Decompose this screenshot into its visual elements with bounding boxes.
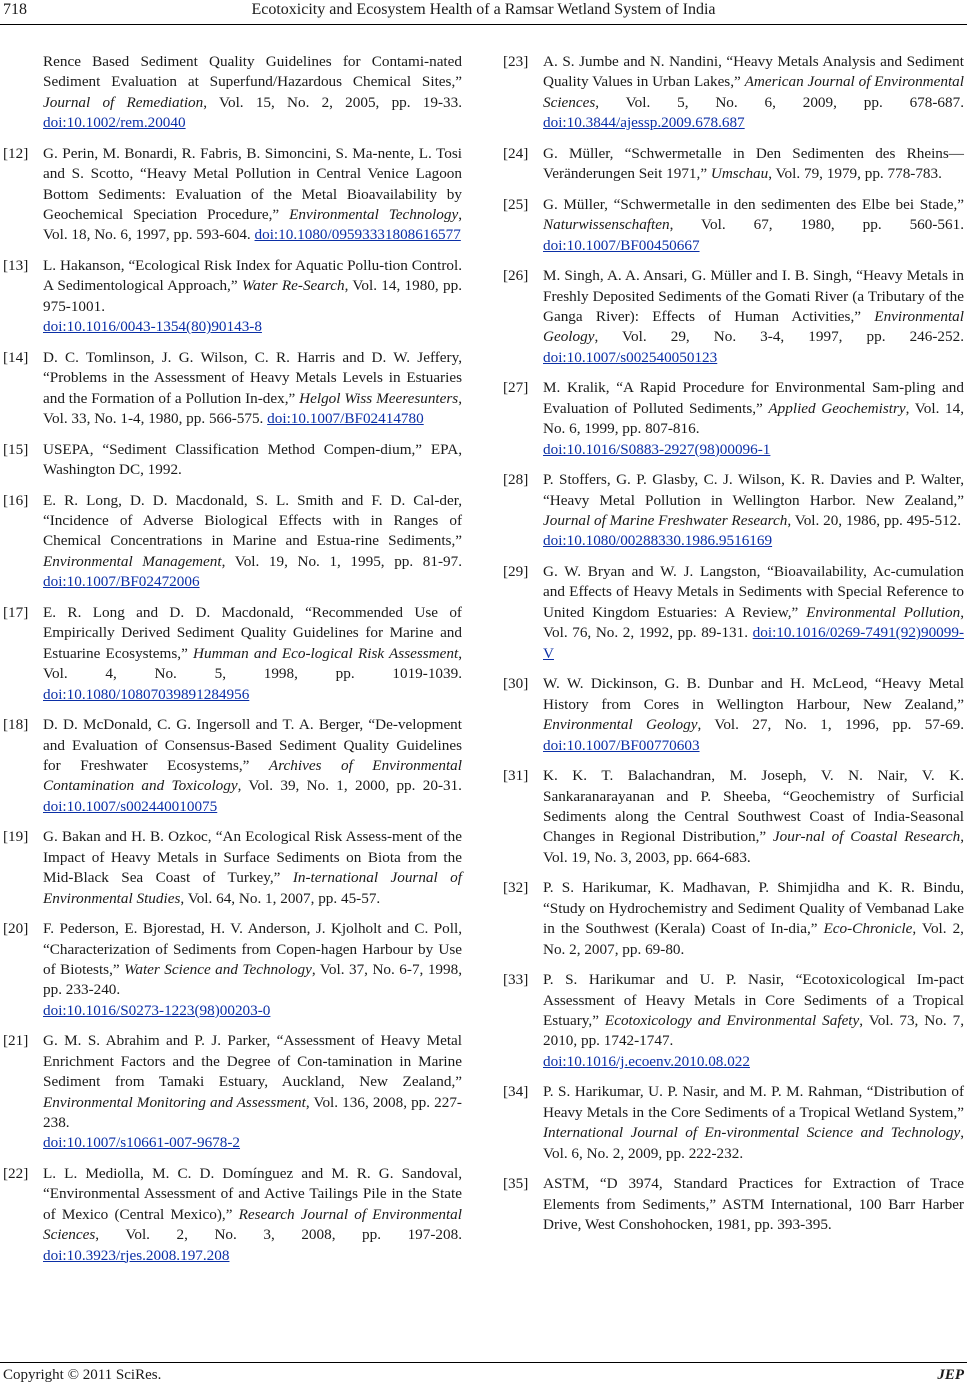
reference-item xyxy=(503,1082,964,1164)
reference-item xyxy=(3,491,462,593)
reference-journal: Water Science and Technology xyxy=(124,960,312,978)
reference-number: [31] xyxy=(503,767,529,785)
reference-body xyxy=(43,144,462,246)
reference-details: , Vol. 19, No. 1, 1995, pp. 81-97. xyxy=(221,552,462,570)
reference-number: [33] xyxy=(503,971,529,989)
page-footer xyxy=(0,1362,967,1387)
page-header xyxy=(0,0,967,25)
reference-journal: Journal of Marine Freshwater Research xyxy=(543,512,788,530)
reference-item xyxy=(503,195,964,256)
reference-body xyxy=(543,766,964,868)
reference-journal: Environmental Technology xyxy=(289,206,459,224)
reference-number: [14] xyxy=(3,348,29,366)
reference-details: , Vol. 37, No. 6-7, 1998, pp. 233-240. xyxy=(43,960,462,999)
doi-link[interactable]: doi:10.1007/s10661-007-9678-2 xyxy=(43,1134,241,1152)
reference-journal: Ecotoxicology and Environmental Safety xyxy=(604,1011,860,1029)
page-number: 718 xyxy=(3,1,27,18)
reference-body xyxy=(543,970,964,1072)
doi-link[interactable]: doi:10.1007/BF00450667 xyxy=(543,236,700,254)
reference-text: E. R. Long and D. D. Macdonald, “Recommended Use of Empirically Derived Sediment Quality Guidelines for Marine and Estuarine Ecosystems,” xyxy=(43,603,462,662)
reference-journal: Environmental Monitoring and Assessment xyxy=(43,1093,306,1111)
reference-journal: Environmental Pollution xyxy=(806,603,961,621)
reference-number: [23] xyxy=(503,53,529,70)
doi-link[interactable]: doi:10.1080/10807039891284956 xyxy=(43,685,250,703)
reference-number: [13] xyxy=(3,257,29,275)
reference-text: G. Bakan and H. B. Ozkoc, “An Ecological Risk Assess-ment of the Impact of Heavy Metals in Surface Sediments on Biota from the Mid-Black Sea Coast of Turkey,” xyxy=(43,828,462,887)
reference-journal: Research Journal of Environmental Sciences xyxy=(43,1205,462,1244)
reference-journal: Naturwissenschaften xyxy=(543,216,670,234)
reference-number: [12] xyxy=(3,144,29,162)
reference-body xyxy=(43,919,462,1021)
doi-link[interactable]: doi:10.1007/s002540050123 xyxy=(543,348,718,366)
reference-text: P. Stoffers, G. P. Glasby, C. J. Wilson, K. R. Davies and P. Walter, “Heavy Metal Pollution in Wellington Harbor. New Zealand,” xyxy=(543,471,964,509)
reference-text: W. W. Dickinson, G. B. Dunbar and H. McLeod, “Heavy Metal History from Cores in Wellington Harbour, New Zealand,” xyxy=(543,675,964,713)
reference-text: F. Pederson, E. Bjorestad, H. V. Anderson, J. Kjolholt and C. Poll, “Characterization of Sediments from Copen-hagen Harbour by Use of Biotests,” xyxy=(43,920,462,978)
reference-journal: Eco-Chronicle xyxy=(823,920,913,938)
reference-text: ASTM, “D 3974, Standard Practices for Extraction of Trace Elements from Sediments,” ASTM International, 100 Barr Harber Drive, West Conshohocken, 1981, pp. 393-395. xyxy=(543,1175,964,1233)
reference-item xyxy=(503,266,964,368)
reference-body xyxy=(43,1164,462,1266)
copyright-notice: Copyright © 2011 SciRes. xyxy=(3,1367,162,1383)
reference-body xyxy=(43,256,462,338)
reference-journal: Humman and Eco-logical Risk Assessment xyxy=(193,644,459,662)
doi-link[interactable]: doi:10.1016/0043-1354(80)90143-8 xyxy=(43,318,262,336)
reference-number: [21] xyxy=(3,1032,29,1050)
reference-details: , Vol. 19, No. 3, 2003, pp. 664-683. xyxy=(543,828,964,866)
reference-text: L. Hakanson, “Ecological Risk Index for Aquatic Pollu-tion Control. A Sedimentological Approach,” xyxy=(43,257,462,295)
reference-text: K. K. T. Balachandran, M. Joseph, V. N. Nair, V. K. Sankaranarayanan and P. Sheeba, “Geochemistry of Surficial Sediments along the Central Southwest Coast of India-Seasonal Changes in Regional Distribution,” xyxy=(543,767,964,846)
doi-link[interactable]: doi:10.1007/BF02414780 xyxy=(267,410,424,428)
reference-text: M. Kralik, “A Rapid Procedure for Environmental Sam-pling and Evaluation of Polluted Sediments,” xyxy=(543,379,964,417)
reference-text: G. W. Bryan and W. J. Langston, “Bioavailability, Ac-cumulation and Effects of Heavy Metals in Sediments with Special Reference to United Kingdom Estuaries: A Review,” xyxy=(543,563,964,621)
doi-link[interactable]: doi:10.1007/BF02472006 xyxy=(43,573,200,591)
reference-text: E. R. Long, D. D. Macdonald, S. L. Smith and F. D. Cal-der, “Incidence of Adverse Biological Effects with in Ranges of Chemical Concentrations in Marine and Estua-rine Sediments,” xyxy=(43,491,462,550)
reference-body xyxy=(543,878,964,960)
reference-item xyxy=(3,440,462,481)
reference-body xyxy=(543,470,964,552)
reference-details: , Vol. 79, 1979, pp. 778-783. xyxy=(768,165,942,183)
reference-text: G. Müller, “Schwermetalle in Den Sedimenten des Rheins—Veränderungen Seit 1971,” xyxy=(543,144,964,183)
reference-text: USEPA, “Sediment Classification Method Compen-dium,” EPA, Washington DC, 1992. xyxy=(43,440,462,479)
reference-body xyxy=(543,1174,964,1235)
reference-item xyxy=(503,970,964,1072)
references-left-column xyxy=(3,52,462,1276)
reference-continuation xyxy=(3,52,462,134)
reference-number: [29] xyxy=(503,563,529,581)
reference-number: [18] xyxy=(3,716,29,734)
reference-item xyxy=(503,470,964,552)
reference-item xyxy=(3,1164,462,1266)
reference-number: [20] xyxy=(3,920,29,938)
reference-body xyxy=(543,52,964,134)
doi-link[interactable]: doi:10.3844/ajessp.2009.678.687 xyxy=(543,114,745,132)
reference-text: L. L. Mediolla, M. C. D. Domínguez and M. R. G. Sandoval, “Environmental Assessment of and Active Tailings Pile in the State of Mexico (Central Mexico),” xyxy=(43,1164,462,1223)
doi-link[interactable]: doi:10.1080/00288330.1986.9516169 xyxy=(543,532,773,550)
reference-number: [16] xyxy=(3,491,29,509)
reference-body xyxy=(43,827,462,909)
doi-link[interactable]: doi:10.1080/09593331808616577 xyxy=(254,226,461,244)
reference-text: M. Singh, A. A. Ansari, G. Müller and I. B. Singh, “Heavy Metals in Freshly Deposited Sediments of the Gomati River (a Tributary of the Ganga River): Effects of Human Activities,” xyxy=(543,267,964,326)
reference-journal: Water Re-Search xyxy=(241,277,345,295)
reference-item xyxy=(3,348,462,430)
reference-text: Rence Based Sediment Quality Guidelines for Contami-nated Sediment Evaluation at Superfund/Hazardous Chemical Sites,” xyxy=(43,53,462,91)
reference-item xyxy=(503,1174,964,1235)
reference-item xyxy=(3,827,462,909)
reference-body xyxy=(43,715,462,817)
reference-details: , Vol. 76, No. 2, 1992, pp. 89-131. xyxy=(543,603,964,642)
reference-number: [19] xyxy=(3,828,29,846)
reference-details: , Vol. 15, No. 2, 2005, pp. 19-33. xyxy=(203,93,462,111)
reference-body xyxy=(43,1031,462,1153)
reference-journal: Jour-nal of Coastal Research xyxy=(772,828,961,846)
reference-text: P. S. Harikumar, U. P. Nasir, and M. P. M. Rahman, “Distribution of Heavy Metals in the Core Sediments of a Tropical Wetland System,” xyxy=(543,1083,964,1121)
reference-item xyxy=(503,378,964,460)
reference-details: , Vol. 2, No. 3, 2008, pp. 197-208. xyxy=(95,1226,462,1244)
reference-text: A. S. Jumbe and N. Nandini, “Heavy Metals Analysis and Sediment Quality Values in Urban Lakes,” xyxy=(543,53,964,91)
doi-link[interactable]: doi:10.3923/rjes.2008.197.208 xyxy=(43,1246,230,1264)
reference-body xyxy=(43,348,462,430)
reference-details: , Vol. 33, No. 1-4, 1980, pp. 566-575. xyxy=(43,389,462,428)
references-right-column xyxy=(503,52,964,1246)
reference-details: , Vol. 27, No. 1, 1996, pp. 57-69. xyxy=(697,716,965,734)
reference-details: , Vol. 14, No. 6, 1999, pp. 807-816. xyxy=(543,399,964,438)
reference-item xyxy=(503,674,964,756)
reference-number: [30] xyxy=(503,675,529,693)
reference-number: [17] xyxy=(3,603,29,621)
reference-item xyxy=(503,562,964,664)
doi-link[interactable]: doi:10.1007/BF00770603 xyxy=(543,736,700,754)
doi-link[interactable]: doi:10.1016/j.ecoenv.2010.08.022 xyxy=(543,1052,750,1070)
reference-journal: Applied Geochemistry xyxy=(768,399,906,417)
reference-number: [34] xyxy=(503,1083,529,1101)
reference-item xyxy=(503,878,964,960)
reference-number: [26] xyxy=(503,267,529,285)
reference-details: , Vol. 6, No. 2, 2009, pp. 222-232. xyxy=(543,1124,964,1162)
doi-link[interactable]: doi:10.1002/rem.20040 xyxy=(43,114,186,132)
reference-journal: Helgol Wiss Meeresunters xyxy=(299,389,459,407)
doi-link[interactable]: doi:10.1007/s002440010075 xyxy=(43,797,218,815)
reference-number: [27] xyxy=(503,379,529,397)
reference-details: , Vol. 20, 1986, pp. 495-512. xyxy=(787,512,962,530)
reference-item xyxy=(3,1031,462,1153)
reference-body xyxy=(43,491,462,593)
reference-details: , Vol. 5, No. 6, 2009, pp. 678-687. xyxy=(595,93,964,111)
reference-number: [25] xyxy=(503,195,529,213)
reference-body xyxy=(543,378,964,460)
reference-body xyxy=(543,195,964,256)
reference-text: D. C. Tomlinson, J. G. Wilson, C. R. Harris and D. W. Jeffery, “Problems in the Assessment of Heavy Metals Levels in Estuaries and the Formation of a Pollution In-dex,” xyxy=(43,348,462,407)
reference-journal: Journal of Remediation xyxy=(43,93,204,111)
doi-link[interactable]: doi:10.1016/0269-7491(92)90099-V xyxy=(543,624,964,662)
reference-body xyxy=(543,562,964,664)
reference-number: [15] xyxy=(3,440,29,458)
reference-journal: American Journal of Environmental Sciences xyxy=(543,73,964,111)
journal-abbreviation: JEP xyxy=(937,1367,964,1383)
reference-item xyxy=(3,256,462,338)
reference-text: G. Perin, M. Bonardi, R. Fabris, B. Simoncini, S. Ma-nente, L. Tosi and S. Scotto, “Heavy Metal Pollution in Central Venice Lagoon Bottom Sediments: Evaluation of the Metal Bioavailability by Geochemical Speciation Procedure,” xyxy=(43,144,462,224)
reference-item xyxy=(503,144,964,185)
reference-body xyxy=(543,266,964,368)
reference-details: , Vol. 14, 1980, pp. 975-1001. xyxy=(43,277,462,315)
doi-link[interactable]: doi:10.1016/S0273-1223(98)00203-0 xyxy=(43,1001,271,1019)
reference-number: [22] xyxy=(3,1164,29,1182)
reference-body xyxy=(43,440,462,481)
reference-text: G. Müller, “Schwermetalle in den sedimenten des Elbe bei Stade,” xyxy=(543,195,964,213)
reference-journal: Archives of Environmental Contamination and Toxicology xyxy=(43,756,462,795)
reference-journal: International Journal of En-vironmental Science and Technology xyxy=(543,1124,961,1142)
reference-journal: Environmental Management xyxy=(43,552,222,570)
reference-text: D. D. McDonald, C. G. Ingersoll and T. A. Berger, “De-velopment and Evaluation of Consensus-Based Sediment Quality Guidelines for Freshwater Ecosystems,” xyxy=(43,716,462,774)
reference-journal: In-ternational Journal of Environmental Studies xyxy=(43,869,462,907)
reference-body xyxy=(543,674,964,756)
reference-item xyxy=(503,766,964,868)
reference-journal: Umschau xyxy=(710,165,769,183)
reference-item xyxy=(3,919,462,1021)
reference-details: , Vol. 39, No. 1, 2000, pp. 20-31. xyxy=(237,777,462,795)
reference-details: , Vol. 73, No. 7, 2010, pp. 1742-1747. xyxy=(543,1011,965,1050)
reference-body xyxy=(43,603,462,705)
reference-details: , Vol. 2, No. 2, 2007, pp. 69-80. xyxy=(543,920,964,958)
reference-text: P. S. Harikumar and U. P. Nasir, “Ecotoxicological Im-pact Assessment of Heavy Metals in Core Sediments of a Tropical Estuary,” xyxy=(543,971,964,1029)
reference-number: [24] xyxy=(503,144,529,162)
reference-journal: Environmental Geology xyxy=(543,308,964,346)
reference-number: [35] xyxy=(503,1175,529,1193)
reference-body xyxy=(543,144,964,185)
reference-text: P. S. Harikumar, K. Madhavan, P. Shimjidha and K. R. Bindu, “Study on Hydrochemistry and Sediment Quality of Vembanad Lake in the Southwest (Kerala) Coast of In-dia,” xyxy=(543,879,964,938)
reference-details: , Vol. 4, No. 5, 1998, pp. 1019-1039. xyxy=(43,644,462,683)
reference-body xyxy=(543,1082,964,1164)
doi-link[interactable]: doi:10.1016/S0883-2927(98)00096-1 xyxy=(543,440,771,458)
reference-number: [28] xyxy=(503,471,529,489)
reference-item xyxy=(3,715,462,817)
reference-details: , Vol. 64, No. 1, 2007, pp. 45-57. xyxy=(180,889,381,907)
running-title: Ecotoxicity and Ecosystem Health of a Ramsar Wetland System of India xyxy=(251,1,716,18)
reference-details: , Vol. 136, 2008, pp. 227-238. xyxy=(43,1093,462,1131)
reference-item xyxy=(503,52,964,134)
reference-journal: Environmental Geology xyxy=(543,716,698,734)
reference-number: [32] xyxy=(503,879,529,897)
reference-item xyxy=(3,603,462,705)
reference-details: , Vol. 18, No. 6, 1997, pp. 593-604. xyxy=(43,206,462,244)
reference-item xyxy=(3,144,462,246)
reference-details: , Vol. 67, 1980, pp. 560-561. xyxy=(669,216,964,234)
reference-text: G. M. S. Abrahim and P. J. Parker, “Assessment of Heavy Metal Enrichment Factors and the Degree of Con-tamination in Marine Sediment from Tamaki Estuary, Auckland, New Zealand,” xyxy=(43,1032,462,1091)
reference-details: , Vol. 29, No. 3-4, 1997, pp. 246-252. xyxy=(594,328,964,346)
